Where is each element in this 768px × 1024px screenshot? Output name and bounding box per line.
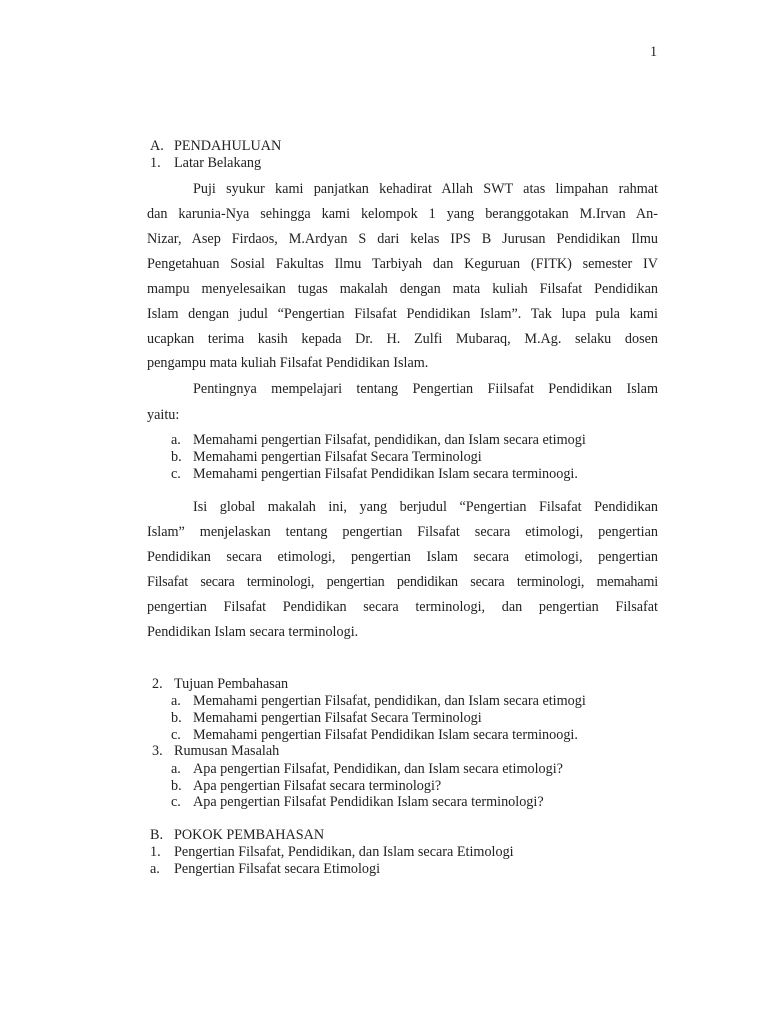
section-heading: POKOK PEMBAHASAN [174, 827, 325, 843]
paragraph-line: Puji syukur kami panjatkan kehadirat Allah SWT atas limpahan rahmat [193, 181, 658, 197]
list-item: Apa pengertian Filsafat, Pendidikan, dan Islam secara etimologi? [193, 761, 563, 777]
section-marker: A. [150, 138, 164, 154]
list-marker: a. [171, 693, 181, 709]
list-item: Memahami pengertian Filsafat, pendidikan, dan Islam secara etimogi [193, 693, 586, 709]
paragraph-line: Pengetahuan Sosial Fakultas Ilmu Tarbiyah dan Keguruan (FITK) semester IV [147, 256, 658, 272]
paragraph-line: dan karunia-Nya sehingga kami kelompok 1 yang beranggotakan M.Irvan An- [147, 206, 658, 222]
paragraph-line: yaitu: [147, 407, 180, 423]
list-marker: c. [171, 466, 181, 482]
subsection-heading: Pengertian Filsafat secara Etimologi [174, 861, 381, 877]
list-item: Memahami pengertian Filsafat Secara Terminologi [193, 449, 482, 465]
paragraph-line: Pentingnya mempelajari tentang Pengertian Fiilsafat Pendidikan Islam [193, 381, 658, 397]
list-marker: b. [171, 449, 182, 465]
list-marker: c. [171, 727, 181, 743]
list-item: Apa pengertian Filsafat secara terminologi? [193, 778, 442, 794]
paragraph-line: Islam” menjelaskan tentang pengertian Filsafat secara etimologi, pengertian [147, 524, 658, 540]
list-marker: a. [171, 761, 181, 777]
subsection-heading: Rumusan Masalah [174, 743, 280, 759]
paragraph-line: pengampu mata kuliah Filsafat Pendidikan Islam. [147, 355, 429, 371]
subsection-marker: 1. [150, 155, 161, 171]
paragraph-line: pengertian Filsafat Pendidikan secara terminologi, dan pengertian Filsafat [147, 599, 658, 615]
subsection-marker: 2. [152, 676, 163, 692]
paragraph-line: Islam dengan judul “Pengertian Filsafat Pendidikan Islam”. Tak lupa pula kami [147, 306, 658, 322]
paragraph-line: ucapkan terima kasih kepada Dr. H. Zulfi Mubaraq, M.Ag. selaku dosen [147, 331, 658, 347]
paragraph-line: Nizar, Asep Firdaos, M.Ardyan S dari kelas IPS B Jurusan Pendidikan Ilmu [147, 231, 658, 247]
subsection-marker: 1. [150, 844, 161, 860]
paragraph-line: Pendidikan Islam secara terminologi. [147, 624, 359, 640]
subsection-heading: Pengertian Filsafat, Pendidikan, dan Islam secara Etimologi [174, 844, 514, 860]
paragraph-line: Filsafat secara terminologi, pengertian pendidikan secara terminologi, memahami [147, 574, 658, 590]
list-marker: a. [171, 432, 181, 448]
section-heading: PENDAHULUAN [174, 138, 282, 154]
paragraph-line: mampu menyelesaikan tugas makalah dengan mata kuliah Filsafat Pendidikan [147, 281, 658, 297]
paragraph-line: Pendidikan secara etimologi, pengertian Islam secara etimologi, pengertian [147, 549, 658, 565]
list-marker: b. [171, 710, 182, 726]
list-item: Memahami pengertian Filsafat Pendidikan Islam secara terminoogi. [193, 466, 578, 482]
subsection-heading: Tujuan Pembahasan [174, 676, 289, 692]
page-number: 1 [650, 44, 658, 60]
subsection-marker: a. [150, 861, 160, 877]
list-item: Memahami pengertian Filsafat Pendidikan Islam secara terminoogi. [193, 727, 578, 743]
paragraph-line: Isi global makalah ini, yang berjudul “Pengertian Filsafat Pendidikan [193, 499, 658, 515]
list-item: Apa pengertian Filsafat Pendidikan Islam secara terminologi? [193, 794, 544, 810]
list-marker: c. [171, 794, 181, 810]
subsection-marker: 3. [152, 743, 163, 759]
list-item: Memahami pengertian Filsafat Secara Terminologi [193, 710, 482, 726]
subsection-heading: Latar Belakang [174, 155, 262, 171]
list-item: Memahami pengertian Filsafat, pendidikan, dan Islam secara etimogi [193, 432, 586, 448]
list-marker: b. [171, 778, 182, 794]
section-marker: B. [150, 827, 164, 843]
